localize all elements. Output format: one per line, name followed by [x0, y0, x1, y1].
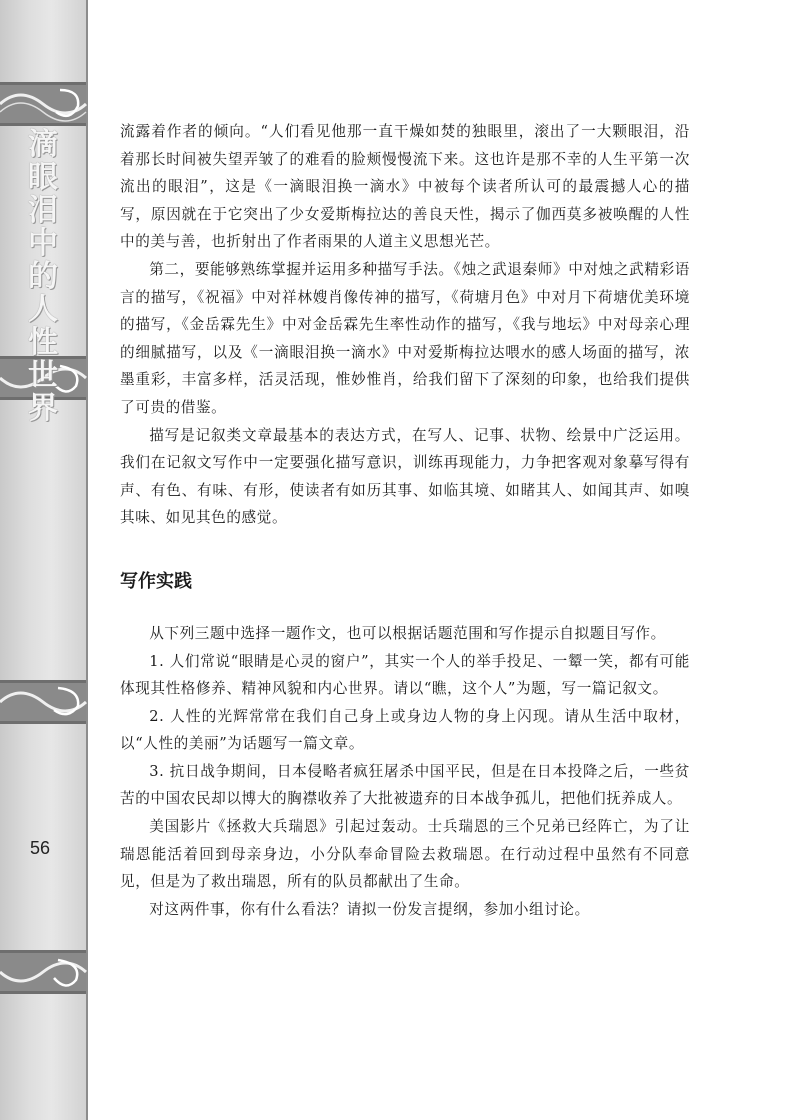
sidebar-divider	[86, 0, 88, 1120]
vertical-title-char: 人	[28, 292, 58, 327]
paragraph: 1. 人们常说“眼睛是心灵的窗户”，其实一个人的举手投足、一颦一笑，都有可能体现其性格修养、精神风貌和内心世界。请以“瞧，这个人”为题，写一篇记叙文。	[120, 652, 690, 698]
main-content	[120, 118, 690, 923]
paragraph: 流露着作者的倾向。“人们看见他那一直干燥如焚的独眼里，滚出了一大颗眼泪，沿着那长时间被失望弄皱了的难看的脸颊慢慢流下来。这也许是那不幸的人生平第一次流出的眼泪”，这是《一滴眼泪换一滴水》中被每个读者所认可的最震撼人心的描写，原因就在于它突出了少女爱斯梅拉达的善良天性，揭示了伽西莫多被唤醒的人性中的美与善，也折射出了作者雨果的人道主义思想光芒。	[120, 123, 690, 251]
section-heading: 写作实践	[120, 570, 192, 592]
page-number: 56	[30, 838, 51, 858]
paragraph: 从下列三题中选择一题作文，也可以根据话题范围和写作提示自拟题目写作。	[149, 624, 666, 642]
vertical-title-char: 性	[28, 325, 58, 360]
vertical-title-char: 世	[28, 358, 58, 393]
vertical-title	[4, 127, 82, 426]
ornament-band-top	[0, 82, 86, 126]
body-text-bottom	[120, 620, 690, 924]
vertical-title-char: 界	[28, 391, 58, 426]
vertical-title-char: 的	[28, 259, 58, 294]
paragraph: 对这两件事，你有什么看法？请拟一份发言提纲，参加小组讨论。	[149, 900, 590, 918]
ornament-band-bottom	[0, 950, 86, 994]
body-text-top	[120, 118, 690, 532]
paragraph: 2. 人性的光辉常常在我们自己身上或身边人物的身上闪现。请从生活中取材，以“人性的美丽”为话题写一篇文章。	[120, 707, 690, 753]
vertical-title-char: 泪	[28, 193, 58, 228]
paragraph: 美国影片《拯救大兵瑞恩》引起过轰动。士兵瑞恩的三个兄弟已经阵亡，为了让瑞恩能活着回到母亲身边，小分队奉命冒险去救瑞恩。在行动过程中虽然有不同意见，但是为了救出瑞恩，所有的队员都献出了生命。	[120, 818, 690, 891]
vertical-title-char: 中	[28, 226, 58, 261]
vertical-title-char: 滴	[28, 127, 58, 162]
ornament-band-3	[0, 680, 86, 724]
vertical-title-char: 眼	[28, 160, 58, 195]
paragraph: 3. 抗日战争期间，日本侵略者疯狂屠杀中国平民，但是在日本投降之后，一些贫苦的中国农民却以博大的胸襟收养了大批被遗弃的日本战争孤儿，把他们抚养成人。	[120, 762, 690, 808]
paragraph: 描写是记叙类文章最基本的表达方式，在写人、记事、状物、绘景中广泛运用。我们在记叙文写作中一定要强化描写意识，训练再现能力，力争把客观对象摹写得有声、有色、有味、有形，使读者有如历其事、如临其境、如睹其人、如闻其声、如嗅其味、如见其色的感觉。	[120, 426, 690, 527]
paragraph: 第二，要能够熟练掌握并运用多种描写手法。《烛之武退秦师》中对烛之武精彩语言的描写，《祝福》中对祥林嫂肖像传神的描写，《荷塘月色》中对月下荷塘优美环境的描写，《金岳霖先生》中对金岳霖先生率性动作的描写，《我与地坛》中对母亲心理的细腻描写，以及《一滴眼泪换一滴水》中对爱斯梅拉达喂水的感人场面的描写，浓墨重彩，丰富多样，活灵活现，惟妙惟肖，给我们留下了深刻的印象，也给我们提供了可贵的借鉴。	[120, 260, 690, 416]
